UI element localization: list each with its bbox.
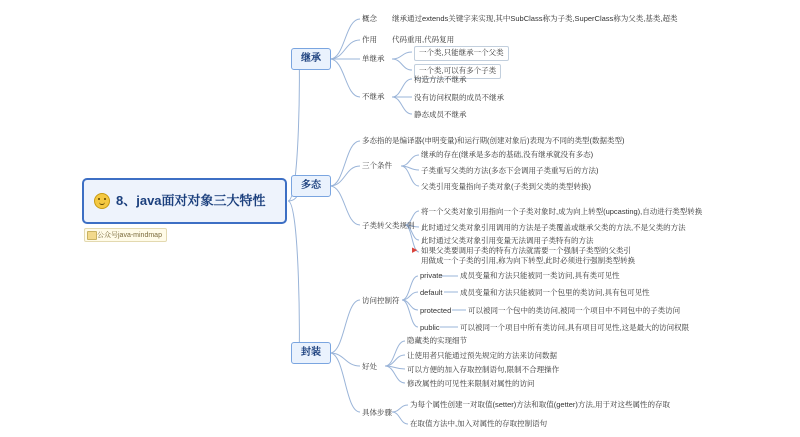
branch-polymorphism-label: 多态: [301, 180, 321, 191]
node-cast-rules-item-2: 此时通过父类对象引用调用的方法是子类覆盖或继承父类的方法,不是父类的方法: [421, 223, 686, 232]
node-benefits-item-1: 隐藏类的实现细节: [407, 336, 467, 345]
author-tag-label: 公众号java-mindmap: [97, 232, 162, 239]
root-title: 8、java面对对象三大特性: [116, 192, 266, 208]
node-benefits-item-2: 让使用者只能通过预先规定的方法来访问数据: [407, 351, 557, 360]
node-inheritance-role-text: 代码重用,代码复用: [392, 35, 455, 44]
branch-inheritance[interactable]: [291, 48, 331, 70]
node-cast-rules-item-3: 此时通过父类对象引用变量无法调用子类特有的方法: [421, 236, 594, 245]
node-inheritance-concept-label[interactable]: 概念: [362, 14, 377, 23]
node-modifier-public-desc: 可以被同一个项目中所有类访问,具有项目可见性,这是最大的访问权限: [460, 323, 690, 332]
node-cast-rules-label[interactable]: 子类转父类规则: [362, 221, 415, 230]
root-node[interactable]: [82, 178, 287, 224]
node-modifier-private-desc: 成员变量和方法只能被同一类访问,具有类可见性: [460, 271, 620, 280]
node-steps-item-1: 为每个属性创建一对取值(setter)方法和取值(getter)方法,用于对这些属性的存取: [410, 400, 671, 409]
node-cast-rules-item-4: ▶ 如果父类要调用子类的特有方法就需要一个强制子类型的父类引用做成一个子类的引用,称为向下转型,此时必须进行强制类型转换: [412, 246, 636, 266]
smiley-icon: [94, 193, 110, 209]
node-modifier-protected-name: protected: [420, 306, 452, 315]
node-inheritance-role-label[interactable]: 作用: [362, 35, 377, 44]
branch-encapsulation-label: 封装: [301, 347, 321, 358]
node-single-inheritance-item-1: 一个类,只能继承一个父类: [414, 46, 509, 61]
triangle-bullet-icon: ▶: [412, 247, 418, 254]
node-single-inheritance-item-2: 一个类,可以有多个子类: [414, 64, 501, 79]
node-three-conditions-item-2: 子类重写父类的方法(多态下会调用子类重写后的方法): [421, 166, 599, 175]
node-modifier-default-desc: 成员变量和方法只能被同一个包里的类访问,具有包可见性: [460, 288, 650, 297]
node-modifier-public-name: public: [420, 323, 440, 332]
author-tag: [84, 228, 167, 242]
node-three-conditions-item-1: 继承的存在(继承是多态的基础,没有继承就没有多态): [421, 150, 594, 159]
node-not-inherited-item-3: 静态成员不继承: [414, 110, 467, 119]
node-steps-label[interactable]: 具体步骤: [362, 408, 392, 417]
node-modifier-default-name: default: [420, 288, 443, 297]
branch-polymorphism[interactable]: [291, 175, 331, 197]
node-inheritance-concept-text: 继承通过extends关键字来实现,其中SubClass称为子类,SuperClass称为父类,基类,超类: [392, 14, 678, 23]
node-benefits-item-4: 修改属性的可见性来限制对属性的访问: [407, 379, 535, 388]
node-not-inherited-item-2: 没有访问权限的成员不继承: [414, 93, 504, 102]
node-not-inherited-item-1: 构造方法不继承: [414, 75, 467, 84]
node-steps-item-2: 在取值方法中,加入对属性的存取控制语句: [410, 419, 548, 428]
branch-inheritance-label: 继承: [301, 53, 321, 64]
node-three-conditions-label[interactable]: 三个条件: [362, 161, 392, 170]
node-access-modifiers-label[interactable]: 访问控制符: [362, 296, 400, 305]
node-cast-rules-item-1: 将一个父类对象引用指向一个子类对象时,成为向上转型(upcasting),自动进行类型转换: [421, 207, 703, 216]
tag-badge-icon: [87, 231, 97, 240]
node-benefits-item-3: 可以方便的加入存取控制语句,限制不合理操作: [407, 365, 560, 374]
node-three-conditions-item-3: 父类引用变量指向子类对象(子类到父类的类型转换): [421, 182, 591, 191]
branch-encapsulation[interactable]: [291, 342, 331, 364]
node-single-inheritance-label[interactable]: 单继承: [362, 54, 385, 63]
node-polymorphism-definition: 多态指的是编译器(申明变量)和运行期(创建对象后)表现为不同的类型(数据类型): [362, 136, 625, 145]
node-modifier-protected-desc: 可以被同一个包中的类访问,被同一个项目中不同包中的子类访问: [468, 306, 681, 315]
node-modifier-private-name: private: [420, 271, 443, 280]
node-not-inherited-label[interactable]: 不继承: [362, 92, 385, 101]
node-benefits-label[interactable]: 好处: [362, 362, 377, 371]
